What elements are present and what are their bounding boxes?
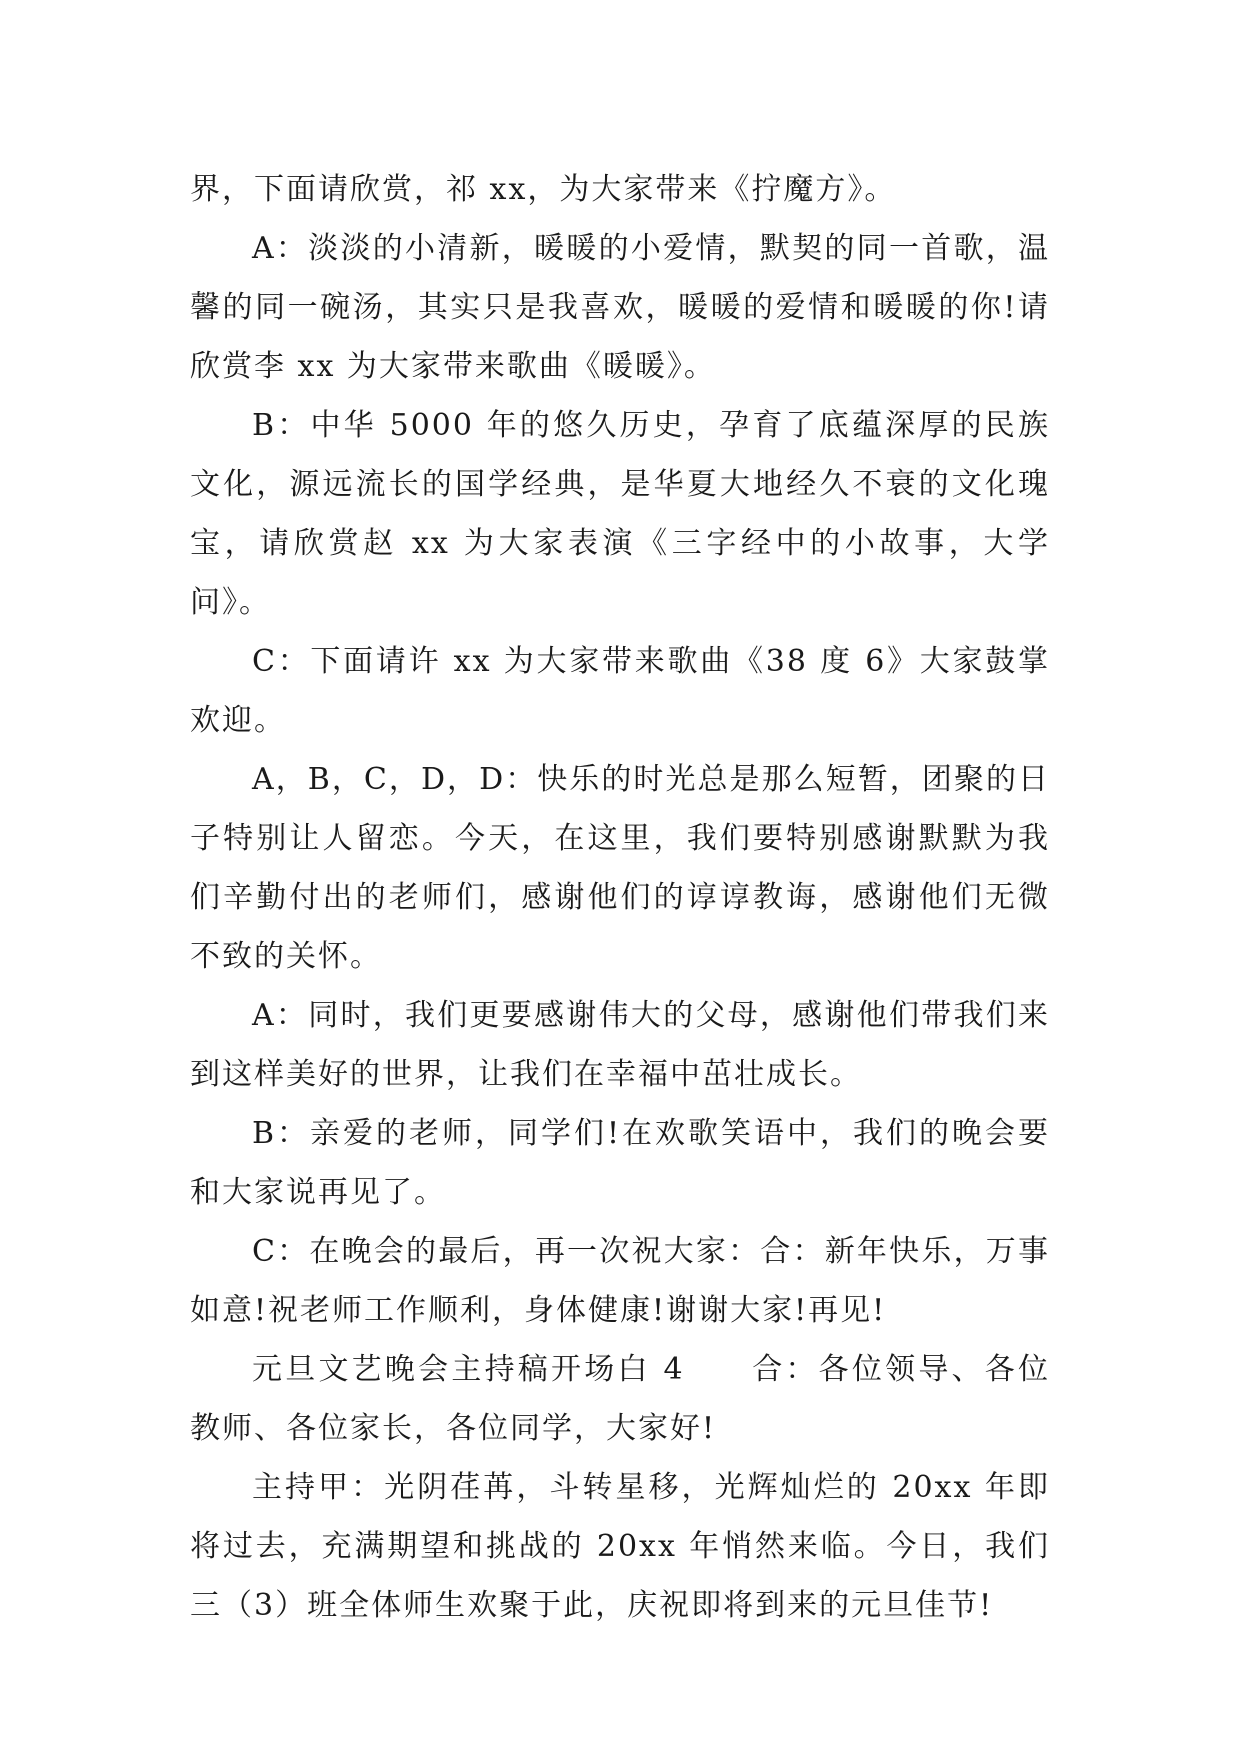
document-body	[190, 160, 1050, 1635]
paragraph-host-c-wishes: C：在晚会的最后，再一次祝大家：合：新年快乐，万事如意!祝老师工作顺利，身体健康!谢谢大家!再见!	[190, 1234, 1050, 1328]
paragraph-section-opening-4: 元旦文艺晚会主持稿开场白 4 合：各位领导、各位教师、各位家长，各位同学，大家好!	[190, 1352, 1050, 1446]
paragraph-host-a-parents: A：同时，我们更要感谢伟大的父母，感谢他们带我们来到这样美好的世界，让我们在幸福中茁壮成长。	[190, 998, 1050, 1092]
paragraph-host-a-nuannuan: A：淡淡的小清新，暖暖的小爱情，默契的同一首歌，温馨的同一碗汤，其实只是我喜欢，暖暖的爱情和暖暖的你!请欣赏李 xx 为大家带来歌曲《暖暖》。	[190, 231, 1050, 384]
paragraph-all-hosts-thanks: A，B，C，D，D：快乐的时光总是那么短暂，团聚的日子特别让人留恋。今天，在这里，我们要特别感谢默默为我们辛勤付出的老师们，感谢他们的谆谆教诲，感谢他们无微不致的关怀。	[190, 762, 1050, 974]
paragraph-continuation: 界，下面请欣赏，祁 xx，为大家带来《拧魔方》。	[190, 172, 897, 207]
paragraph-host-b-sanzijing: B：中华 5000 年的悠久历史，孕育了底蕴深厚的民族文化，源远流长的国学经典，是华夏大地经久不衰的文化瑰宝，请欣赏赵 xx 为大家表演《三字经中的小故事，大学问》。	[190, 408, 1050, 620]
paragraph-host-b-farewell: B：亲爱的老师，同学们!在欢歌笑语中，我们的晚会要和大家说再见了。	[190, 1116, 1050, 1210]
paragraph-host-jia-opening: 主持甲：光阴荏苒，斗转星移，光辉灿烂的 20xx 年即将过去，充满期望和挑战的 20xx 年悄然来临。今日，我们三（3）班全体师生欢聚于此，庆祝即将到来的元旦佳节!	[190, 1470, 1050, 1623]
paragraph-host-c-song: C：下面请许 xx 为大家带来歌曲《38 度 6》大家鼓掌欢迎。	[190, 644, 1050, 738]
